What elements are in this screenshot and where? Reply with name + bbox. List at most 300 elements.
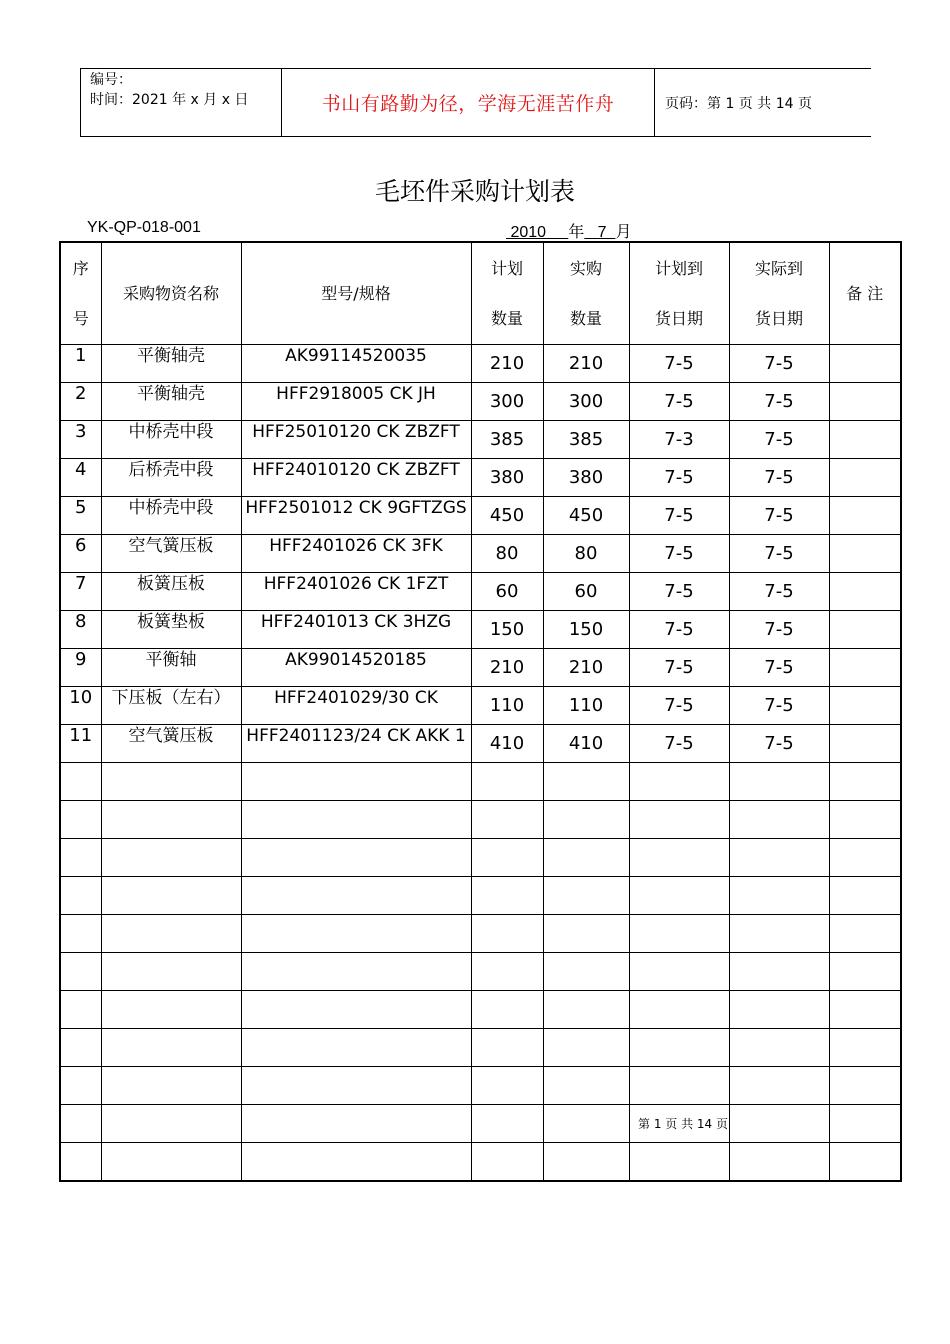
cell-seq: [60, 649, 101, 687]
cell-plan-date: [629, 687, 729, 725]
cell-actual-date: [729, 497, 829, 535]
cell-seq: [60, 725, 101, 763]
cell-spec: [241, 877, 471, 915]
table-row: [60, 687, 901, 725]
cell-remark: [829, 345, 901, 383]
cell-text: 300: [489, 391, 525, 412]
document-header: [80, 68, 871, 137]
cell-text: 450: [568, 505, 604, 526]
cell-plan-date: [629, 611, 729, 649]
cell-remark: [829, 421, 901, 459]
cell-remark: [829, 991, 901, 1029]
cell-text: 3: [75, 421, 87, 442]
cell-plan-qty: [471, 687, 543, 725]
table-row: [60, 611, 901, 649]
cell-actual-date: [729, 611, 829, 649]
cell-name: [101, 383, 241, 421]
cell-text: 平衡轴壳: [137, 345, 205, 366]
page-title: 毛坯件采购计划表: [374, 177, 575, 206]
cell-seq: [60, 345, 101, 383]
cell-actual-date: [729, 649, 829, 687]
table-row: [60, 839, 901, 877]
cell-text: 平衡轴: [145, 649, 197, 670]
table-row: [60, 801, 901, 839]
cell-actual-qty: [543, 877, 629, 915]
cell-text: 7-5: [764, 467, 794, 488]
cell-spec: [241, 991, 471, 1029]
cell-text: 10: [69, 687, 93, 708]
table-row: [60, 915, 901, 953]
cell-text: HFF2401026 CK 1FZT: [263, 573, 449, 594]
table-row: [60, 573, 901, 611]
cell-actual-date: [729, 877, 829, 915]
cell-spec: [241, 573, 471, 611]
cell-actual-qty: [543, 839, 629, 877]
cell-name: [101, 1029, 241, 1067]
cell-spec: [241, 497, 471, 535]
cell-actual-qty: [543, 345, 629, 383]
cell-actual-qty: [543, 725, 629, 763]
year-value: 2010: [510, 224, 547, 241]
table-row: [60, 763, 901, 801]
cell-spec: [241, 459, 471, 497]
header-motto-cell: [282, 69, 655, 136]
table-row: [60, 1143, 901, 1182]
cell-name: [101, 611, 241, 649]
cell-remark: [829, 687, 901, 725]
cell-remark: [829, 953, 901, 991]
cell-text: 110: [568, 695, 604, 716]
cell-remark: [829, 459, 901, 497]
cell-plan-qty: [471, 953, 543, 991]
cell-text: HFF2401123/24 CK AKK 1: [246, 725, 466, 746]
table-row: [60, 991, 901, 1029]
cell-seq: [60, 497, 101, 535]
col-remark: 备 注: [829, 242, 901, 345]
cell-spec: [241, 535, 471, 573]
cell-seq: [60, 953, 101, 991]
cell-text: 6: [75, 535, 87, 556]
cell-plan-date: [629, 801, 729, 839]
cell-spec: [241, 763, 471, 801]
cell-plan-qty: [471, 535, 543, 573]
cell-text: 60: [574, 581, 598, 602]
cell-remark: [829, 535, 901, 573]
cell-plan-date: [629, 1029, 729, 1067]
cell-text: 300: [568, 391, 604, 412]
cell-name: [101, 535, 241, 573]
cell-remark: [829, 801, 901, 839]
cell-name: [101, 991, 241, 1029]
col-spec: 型号/规格: [241, 242, 471, 345]
cell-actual-qty: [543, 459, 629, 497]
cell-plan-date: [629, 953, 729, 991]
cell-text: 7-5: [664, 353, 694, 374]
table-row: [60, 649, 901, 687]
cell-remark: [829, 1105, 901, 1143]
cell-spec: [241, 801, 471, 839]
cell-text: 210: [489, 657, 525, 678]
cell-plan-qty: [471, 497, 543, 535]
page-info: 页码：第 1 页 共 14 页: [665, 95, 812, 112]
cell-remark: [829, 877, 901, 915]
month-suffix: 月: [615, 224, 632, 241]
cell-text: 空气簧压板: [128, 535, 214, 556]
cell-text: 7-5: [664, 391, 694, 412]
cell-text: 80: [574, 543, 598, 564]
cell-text: HFF2918005 CK JH: [276, 383, 436, 404]
cell-actual-date: [729, 421, 829, 459]
cell-plan-date: [629, 1067, 729, 1105]
cell-seq: [60, 573, 101, 611]
cell-name: [101, 497, 241, 535]
cell-remark: [829, 763, 901, 801]
cell-seq: [60, 687, 101, 725]
cell-spec: [241, 649, 471, 687]
table-row: [60, 1105, 901, 1143]
cell-remark: [829, 915, 901, 953]
cell-text: AK99014520185: [285, 649, 427, 670]
time-label: 时间：2021 年 x 月 x 日: [90, 92, 249, 108]
cell-text: 7-5: [664, 695, 694, 716]
document-code: YK-QP-018-001: [87, 219, 201, 236]
cell-text: HFF2401026 CK 3FK: [269, 535, 443, 556]
cell-spec: [241, 839, 471, 877]
cell-text: 7-3: [664, 429, 694, 450]
cell-plan-date: [629, 725, 729, 763]
cell-name: [101, 687, 241, 725]
cell-plan-date: [629, 421, 729, 459]
cell-spec: [241, 421, 471, 459]
cell-name: [101, 877, 241, 915]
cell-name: [101, 915, 241, 953]
cell-text: 板簧垫板: [137, 611, 205, 632]
cell-text: 380: [489, 467, 525, 488]
cell-actual-date: [729, 915, 829, 953]
cell-plan-date: [629, 345, 729, 383]
cell-text: AK99114520035: [285, 345, 427, 366]
cell-plan-qty: [471, 573, 543, 611]
cell-name: [101, 1143, 241, 1182]
cell-actual-qty: [543, 1105, 629, 1143]
year-suffix: 年: [568, 224, 585, 241]
cell-actual-qty: [543, 915, 629, 953]
cell-plan-date: [629, 877, 729, 915]
cell-text: 110: [489, 695, 525, 716]
cell-seq: [60, 1105, 101, 1143]
cell-plan-qty: [471, 1105, 543, 1143]
cell-plan-date: [629, 839, 729, 877]
cell-seq: [60, 459, 101, 497]
cell-text: HFF2401029/30 CK: [274, 687, 438, 708]
cell-text: 410: [489, 733, 525, 754]
cell-seq: [60, 421, 101, 459]
cell-seq: [60, 801, 101, 839]
cell-remark: [829, 839, 901, 877]
cell-actual-date: [729, 345, 829, 383]
cell-name: [101, 345, 241, 383]
cell-text: 150: [489, 619, 525, 640]
cell-text: 空气簧压板: [128, 725, 214, 746]
cell-seq: [60, 1029, 101, 1067]
cell-text: 2: [75, 383, 87, 404]
cell-seq: [60, 763, 101, 801]
cell-plan-date: [629, 383, 729, 421]
cell-text: 5: [75, 497, 87, 518]
cell-spec: [241, 953, 471, 991]
cell-actual-date: [729, 1029, 829, 1067]
cell-plan-date: [629, 573, 729, 611]
cell-seq: [60, 839, 101, 877]
cell-plan-qty: [471, 991, 543, 1029]
cell-text: HFF2501012 CK 9GFTZGS: [245, 497, 467, 518]
cell-seq: [60, 877, 101, 915]
cell-text: 7-5: [764, 505, 794, 526]
cell-text: 9: [75, 649, 87, 670]
cell-actual-qty: [543, 1029, 629, 1067]
cell-seq: [60, 991, 101, 1029]
cell-plan-qty: [471, 383, 543, 421]
cell-remark: [829, 383, 901, 421]
cell-text: 中桥壳中段: [128, 421, 214, 442]
cell-name: [101, 801, 241, 839]
cell-plan-qty: [471, 839, 543, 877]
cell-plan-date: [629, 915, 729, 953]
cell-text: 7-5: [764, 429, 794, 450]
cell-remark: [829, 497, 901, 535]
cell-text: 7-5: [664, 581, 694, 602]
cell-seq: [60, 915, 101, 953]
cell-plan-date: [629, 497, 729, 535]
cell-actual-qty: [543, 687, 629, 725]
cell-actual-qty: [543, 801, 629, 839]
cell-actual-date: [729, 459, 829, 497]
cell-text: 平衡轴壳: [137, 383, 205, 404]
cell-text: 7-5: [764, 733, 794, 754]
cell-text: 7-5: [764, 391, 794, 412]
cell-plan-qty: [471, 1029, 543, 1067]
col-actual-qty: 实购 数量: [543, 242, 629, 345]
cell-text: 7-5: [764, 619, 794, 640]
cell-spec: [241, 687, 471, 725]
cell-remark: [829, 1143, 901, 1182]
cell-plan-qty: [471, 1067, 543, 1105]
table-row: [60, 383, 901, 421]
cell-text: 7-5: [664, 505, 694, 526]
table-row: [60, 953, 901, 991]
cell-text: 210: [489, 353, 525, 374]
cell-actual-qty: [543, 383, 629, 421]
cell-plan-date: [629, 459, 729, 497]
cell-text: 7: [75, 573, 87, 594]
cell-name: [101, 1105, 241, 1143]
table-row: [60, 725, 901, 763]
cell-actual-date: [729, 383, 829, 421]
month-value: 7: [597, 224, 607, 241]
col-name: 采购物资名称: [101, 242, 241, 345]
cell-actual-date: [729, 573, 829, 611]
cell-seq: [60, 1067, 101, 1105]
cell-text: 210: [568, 657, 604, 678]
cell-actual-qty: [543, 1143, 629, 1182]
cell-plan-date: [629, 649, 729, 687]
cell-name: [101, 649, 241, 687]
cell-spec: [241, 1067, 471, 1105]
cell-text: 7-5: [764, 353, 794, 374]
cell-spec: [241, 1143, 471, 1182]
col-seq: 序 号: [60, 242, 101, 345]
purchase-plan-table: [59, 241, 902, 1182]
cell-plan-qty: [471, 421, 543, 459]
cell-plan-date: [629, 535, 729, 573]
cell-text: 7-5: [664, 619, 694, 640]
cell-name: [101, 421, 241, 459]
table-row: [60, 497, 901, 535]
cell-plan-date: [629, 991, 729, 1029]
page-footer: 第 1 页 共 14 页: [638, 1117, 728, 1131]
cell-actual-qty: [543, 611, 629, 649]
cell-text: 中桥壳中段: [128, 497, 214, 518]
cell-text: 410: [568, 733, 604, 754]
cell-actual-date: [729, 801, 829, 839]
cell-actual-qty: [543, 649, 629, 687]
cell-text: 385: [489, 429, 525, 450]
cell-actual-date: [729, 991, 829, 1029]
cell-actual-date: [729, 687, 829, 725]
cell-plan-qty: [471, 345, 543, 383]
cell-text: 11: [69, 725, 93, 746]
cell-spec: [241, 725, 471, 763]
motto: 书山有路勤为径，学海无涯苦作舟: [321, 93, 615, 115]
cell-actual-qty: [543, 497, 629, 535]
cell-actual-qty: [543, 1067, 629, 1105]
cell-actual-qty: [543, 763, 629, 801]
cell-text: 385: [568, 429, 604, 450]
cell-text: HFF2401013 CK 3HZG: [260, 611, 452, 632]
cell-text: HFF25010120 CK ZBZFT: [252, 421, 460, 442]
cell-text: 8: [75, 611, 87, 632]
table-header-row: [60, 242, 901, 345]
cell-plan-qty: [471, 725, 543, 763]
cell-actual-qty: [543, 535, 629, 573]
cell-actual-qty: [543, 421, 629, 459]
cell-seq: [60, 535, 101, 573]
table-row: [60, 535, 901, 573]
cell-name: [101, 953, 241, 991]
header-meta: [81, 69, 282, 136]
cell-actual-date: [729, 535, 829, 573]
number-label: 编号：: [90, 72, 132, 88]
table-row: [60, 459, 901, 497]
cell-plan-date: [629, 763, 729, 801]
cell-text: 7-5: [664, 467, 694, 488]
cell-text: 4: [75, 459, 87, 480]
cell-actual-date: [729, 839, 829, 877]
cell-actual-qty: [543, 953, 629, 991]
cell-spec: [241, 611, 471, 649]
cell-spec: [241, 1105, 471, 1143]
cell-text: 150: [568, 619, 604, 640]
table-row: [60, 345, 901, 383]
table-body: [60, 345, 901, 1182]
cell-name: [101, 573, 241, 611]
cell-name: [101, 763, 241, 801]
cell-plan-date: [629, 1143, 729, 1182]
cell-name: [101, 459, 241, 497]
cell-name: [101, 839, 241, 877]
cell-text: HFF24010120 CK ZBZFT: [252, 459, 460, 480]
year-month: [506, 219, 631, 242]
cell-name: [101, 1067, 241, 1105]
cell-text: 1: [75, 345, 87, 366]
cell-spec: [241, 915, 471, 953]
cell-text: 210: [568, 353, 604, 374]
cell-remark: [829, 649, 901, 687]
cell-text: 后桥壳中段: [128, 459, 214, 480]
table-row: [60, 421, 901, 459]
cell-seq: [60, 383, 101, 421]
cell-spec: [241, 1029, 471, 1067]
cell-seq: [60, 1143, 101, 1182]
table-row: [60, 1067, 901, 1105]
cell-text: 7-5: [764, 657, 794, 678]
cell-actual-date: [729, 953, 829, 991]
cell-remark: [829, 725, 901, 763]
cell-remark: [829, 611, 901, 649]
cell-actual-date: [729, 1067, 829, 1105]
table-row: [60, 877, 901, 915]
cell-plan-qty: [471, 1143, 543, 1182]
cell-plan-qty: [471, 915, 543, 953]
cell-plan-qty: [471, 801, 543, 839]
cell-actual-date: [729, 1143, 829, 1182]
cell-actual-qty: [543, 991, 629, 1029]
cell-text: 7-5: [764, 581, 794, 602]
cell-plan-qty: [471, 649, 543, 687]
cell-text: 7-5: [664, 543, 694, 564]
cell-name: [101, 725, 241, 763]
col-plan-qty: 计划 数量: [471, 242, 543, 345]
cell-text: 60: [495, 581, 519, 602]
cell-remark: [829, 1067, 901, 1105]
cell-plan-qty: [471, 611, 543, 649]
cell-plan-qty: [471, 763, 543, 801]
cell-actual-qty: [543, 573, 629, 611]
cell-plan-qty: [471, 877, 543, 915]
cell-seq: [60, 611, 101, 649]
cell-actual-date: [729, 1105, 829, 1143]
cell-remark: [829, 573, 901, 611]
cell-actual-date: [729, 763, 829, 801]
col-actual-date: 实际到 货日期: [729, 242, 829, 345]
cell-text: 7-5: [764, 543, 794, 564]
col-plan-date: 计划到 货日期: [629, 242, 729, 345]
cell-spec: [241, 383, 471, 421]
cell-spec: [241, 345, 471, 383]
cell-text: 380: [568, 467, 604, 488]
table-row: [60, 1029, 901, 1067]
cell-plan-qty: [471, 459, 543, 497]
cell-remark: [829, 1029, 901, 1067]
cell-text: 7-5: [664, 733, 694, 754]
cell-text: 7-5: [764, 695, 794, 716]
cell-text: 450: [489, 505, 525, 526]
cell-text: 下压板（左右）: [111, 687, 231, 708]
cell-text: 板簧压板: [137, 573, 205, 594]
cell-text: 80: [495, 543, 519, 564]
cell-actual-date: [729, 725, 829, 763]
cell-text: 7-5: [664, 657, 694, 678]
